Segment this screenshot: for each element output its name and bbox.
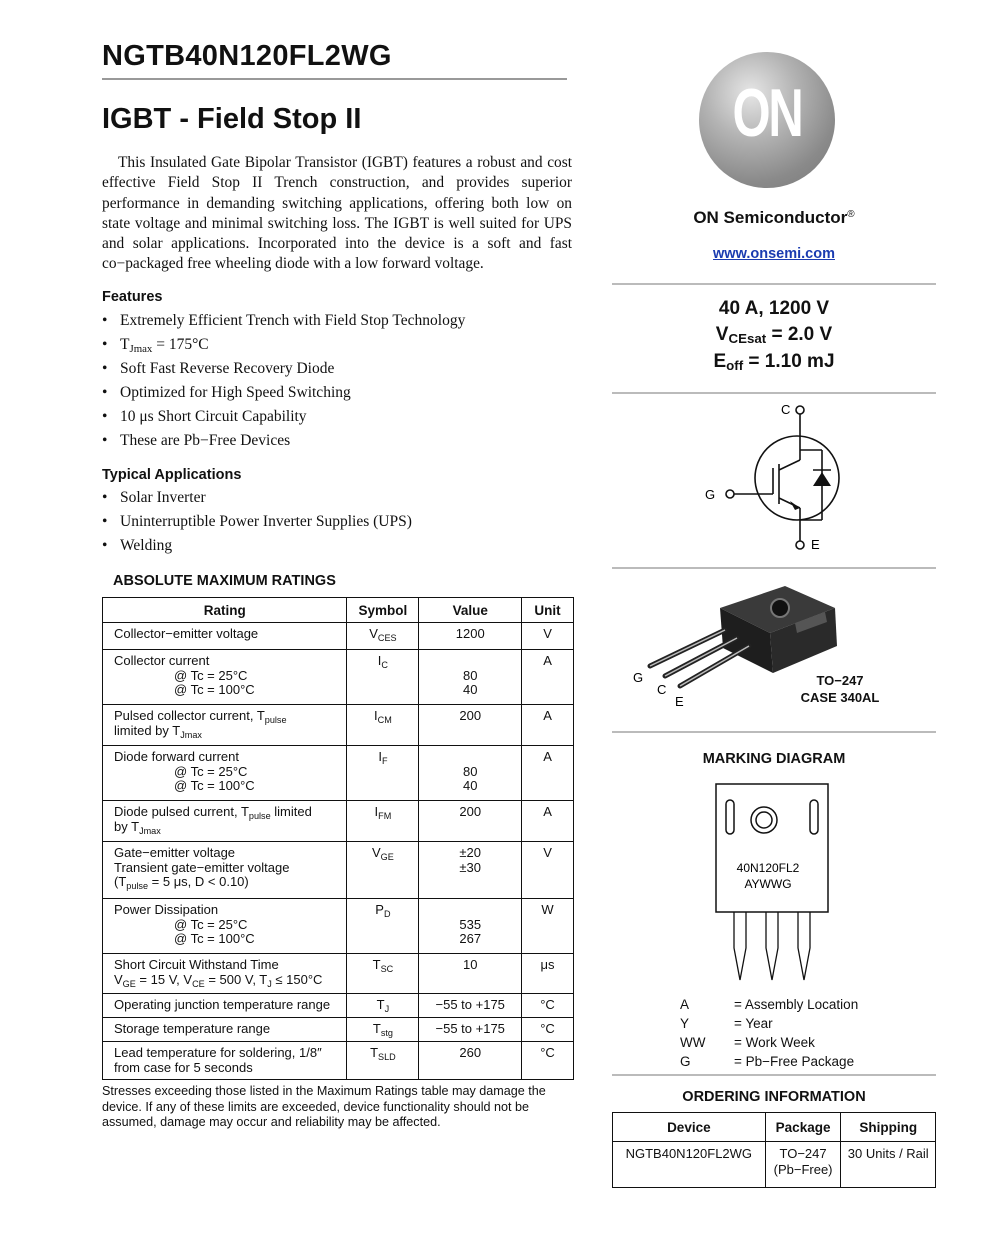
intro-paragraph: This Insulated Gate Bipolar Transistor (IGBT) features a robust and cost effective Field Stop II Trench construction, and provides superior performance in demanding switching applications, offering both low on state voltage and minimal switching loss. The IGBT is well suited for UPS and solar applications. Incorporated into the device is a soft and fast co−packaged free wheeling diode with a low forward voltage.: [102, 154, 572, 273]
ratings-header-row: [103, 598, 574, 623]
applications-section: [102, 467, 412, 559]
shipping-cell: 30 Units / Rail: [841, 1142, 936, 1188]
symbol-cell: $P_D$: [347, 899, 419, 954]
rating-cell: Power Dissipation @ Tc = 25°C @ Tc = 100°C: [103, 899, 347, 954]
table-row: [103, 623, 574, 650]
table-row: [103, 1018, 574, 1042]
company-name: ON Semiconductor®: [693, 208, 855, 227]
table-row: [103, 954, 574, 994]
table-row: [103, 994, 574, 1018]
value-cell: 535 267: [419, 899, 522, 954]
gate-label: G: [705, 487, 716, 502]
spec-eoff: $E_{off} = 1.10$ mJ: [713, 351, 835, 373]
symbol-cell: $I_C$: [347, 650, 419, 705]
value-cell: 1200: [419, 623, 522, 650]
divider: [612, 283, 936, 285]
symbol-cell: $T_J$: [347, 994, 419, 1018]
marking-diagram: [712, 780, 832, 990]
ordering-table: [612, 1112, 936, 1188]
value-cell: 200: [419, 705, 522, 746]
symbol-cell: $I_{CM}$: [347, 705, 419, 746]
value-cell: −55 to +175: [419, 1018, 522, 1042]
value-cell: 80 40: [419, 746, 522, 801]
unit-cell: °C: [522, 994, 574, 1018]
symbol-cell: $V_{GE}$: [347, 842, 419, 899]
unit-cell: W: [522, 899, 574, 954]
rating-cell: Operating junction temperature range: [103, 994, 347, 1018]
marking-diagram-title: MARKING DIAGRAM: [702, 751, 846, 767]
table-row: [103, 650, 574, 705]
rating-cell: Collector current @ Tc = 25°C @ Tc = 100°C: [103, 650, 347, 705]
application-item: • Welding: [102, 535, 412, 559]
value-cell: 10: [419, 954, 522, 994]
title-rule: [102, 78, 567, 80]
unit-cell: A: [522, 705, 574, 746]
col-header-device: Device: [613, 1113, 766, 1142]
package-cell: TO−247 (Pb−Free): [765, 1142, 841, 1188]
unit-cell: V: [522, 623, 574, 650]
pin-label-g: G: [633, 670, 644, 685]
table-row: [103, 801, 574, 842]
on-logo-text: ON: [732, 75, 802, 151]
table-row: [103, 899, 574, 954]
emitter-label: E: [811, 537, 820, 552]
feature-item: • $T_{Jmax} = 175^\circ C$: [102, 334, 465, 358]
table-row: [103, 705, 574, 746]
symbol-cell: $T_{SLD}$: [347, 1042, 419, 1080]
unit-cell: μs: [522, 954, 574, 994]
applications-list: [102, 487, 412, 559]
ratings-table: [102, 597, 574, 1080]
application-item: • Solar Inverter: [102, 487, 412, 511]
symbol-cell: $T_{SC}$: [347, 954, 419, 994]
spec-vcesat: $V_{CEsat} = 2.0$ V: [715, 324, 833, 346]
divider: [612, 731, 936, 733]
device-subtitle: IGBT - Field Stop II: [102, 103, 362, 135]
features-section: [102, 289, 465, 454]
rating-cell: Storage temperature range: [103, 1018, 347, 1042]
website-link[interactable]: www.onsemi.com: [713, 246, 835, 262]
feature-item: • Optimized for High Speed Switching: [102, 382, 465, 406]
symbol-cell: $T_{stg}$: [347, 1018, 419, 1042]
ratings-title: ABSOLUTE MAXIMUM RATINGS: [113, 573, 336, 589]
table-row: [103, 746, 574, 801]
device-cell: NGTB40N120FL2WG: [613, 1142, 766, 1188]
ordering-title: ORDERING INFORMATION: [682, 1089, 866, 1105]
feature-item: • Soft Fast Reverse Recovery Diode: [102, 358, 465, 382]
col-header-shipping: Shipping: [841, 1113, 936, 1142]
col-header-unit: Unit: [522, 598, 574, 623]
feature-item: • 10 μs Short Circuit Capability: [102, 406, 465, 430]
unit-cell: A: [522, 801, 574, 842]
applications-heading: Typical Applications: [102, 467, 242, 483]
col-header-rating: Rating: [103, 598, 347, 623]
marking-legend: A = Assembly Location Y = Year WW = Work Week G = Pb−Free Package: [680, 997, 859, 1069]
features-list: [102, 310, 465, 454]
rating-cell: Pulsed collector current, $T_{pulse}$ limited by $T_{Jmax}$: [103, 705, 347, 746]
value-cell: −55 to +175: [419, 994, 522, 1018]
value-cell: 260: [419, 1042, 522, 1080]
symbol-cell: $V_{CES}$: [347, 623, 419, 650]
unit-cell: °C: [522, 1042, 574, 1080]
symbol-cell: $I_{FM}$: [347, 801, 419, 842]
rating-cell: Diode pulsed current, $T_{pulse}$ limited by $T_{Jmax}$: [103, 801, 347, 842]
rating-cell: Short Circuit Withstand Time $V_{GE} = 15$ V, $V_{CE} = 500$ V, $T_J \le 150^\circ C$: [103, 954, 347, 994]
feature-item: • These are Pb−Free Devices: [102, 430, 465, 454]
rating-cell: Gate−emitter voltage Transient gate−emitter voltage ($T_{pulse} = 5$ μs, D < 0.10): [103, 842, 347, 899]
divider: [612, 1074, 936, 1076]
unit-cell: A: [522, 650, 574, 705]
features-heading: Features: [102, 289, 163, 305]
feature-item: • Extremely Efficient Trench with Field Stop Technology: [102, 310, 465, 334]
divider: [612, 392, 936, 394]
marking-line-2: AYWWG: [744, 877, 792, 891]
value-cell: ±20 ±30: [419, 842, 522, 899]
table-row: [103, 842, 574, 899]
table-row: [613, 1142, 936, 1188]
value-cell: 80 40: [419, 650, 522, 705]
symbol-cell: $I_F$: [347, 746, 419, 801]
unit-cell: °C: [522, 1018, 574, 1042]
spec-rating: 40 A, 1200 V: [718, 298, 830, 319]
divider: [612, 567, 936, 569]
col-header-value: Value: [419, 598, 522, 623]
pin-label-e: E: [675, 694, 684, 709]
col-header-package: Package: [765, 1113, 841, 1142]
package-caption: TO−247 CASE 340AL: [800, 673, 880, 705]
value-cell: 200: [419, 801, 522, 842]
application-item: • Uninterruptible Power Inverter Supplies (UPS): [102, 511, 412, 535]
col-header-symbol: Symbol: [347, 598, 419, 623]
rating-cell: Diode forward current @ Tc = 25°C @ Tc = 100°C: [103, 746, 347, 801]
ratings-footnote: Stresses exceeding those listed in the Maximum Ratings table may damage the device. If any of these limits are exceeded, device functionality should not be assumed, damage may occur and reliability may be affected.: [102, 1084, 546, 1129]
pin-label-c: C: [657, 682, 667, 697]
igbt-schematic-symbol: [700, 400, 840, 555]
table-row: [103, 1042, 574, 1080]
part-number: NGTB40N120FL2WG: [102, 40, 392, 72]
unit-cell: V: [522, 842, 574, 899]
unit-cell: A: [522, 746, 574, 801]
rating-cell: Collector−emitter voltage: [103, 623, 347, 650]
marking-line-1: 40N120FL2: [736, 861, 800, 875]
rating-cell: Lead temperature for soldering, 1/8″ from case for 5 seconds: [103, 1042, 347, 1080]
collector-label: C: [781, 402, 791, 417]
